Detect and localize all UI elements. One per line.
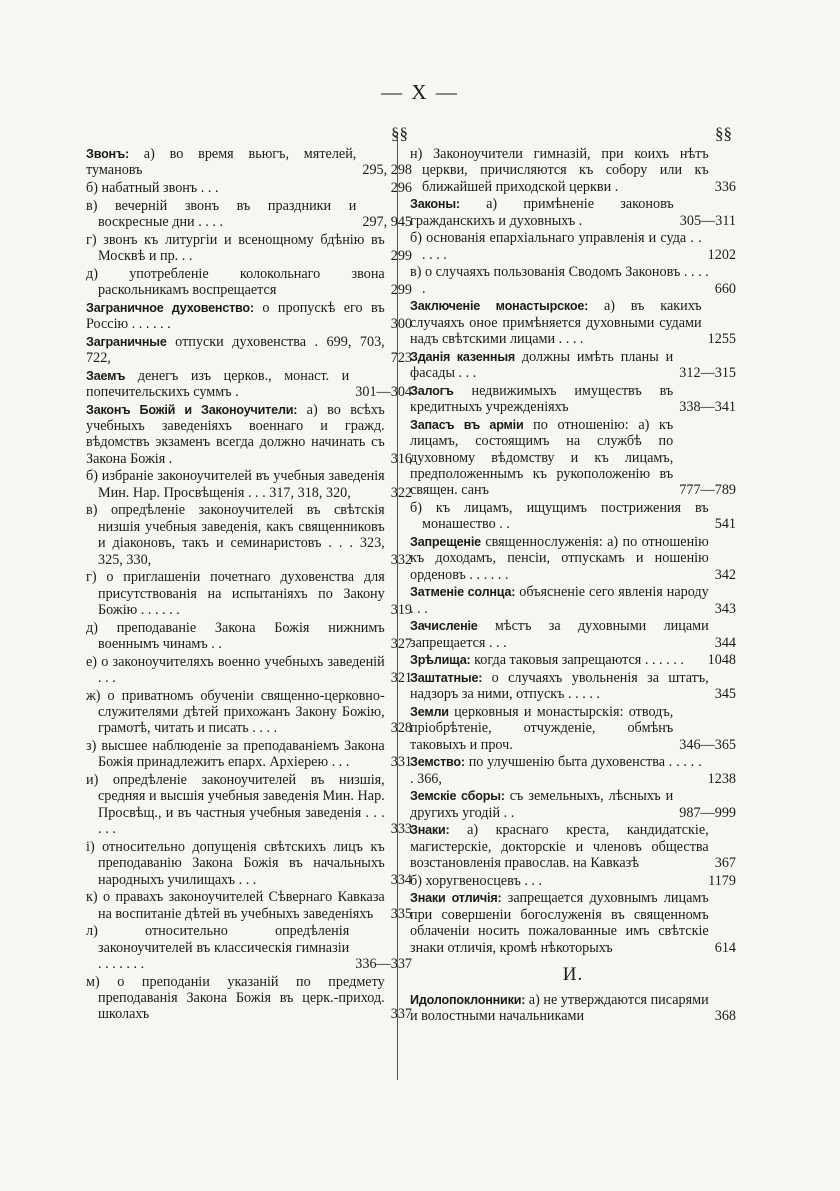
page-header: — X — bbox=[381, 80, 459, 104]
entry-description: б) основанія епархіальнаго управленія и суда . . . . . . bbox=[410, 230, 702, 263]
entry-description: а) во время вьюгъ, мятелей, тумановъ bbox=[86, 146, 357, 179]
entry-description: по отношенію: а) къ лицамъ, состоящимъ на службѣ по духовному вѣдомству и къ лицамъ, предположеннымъ къ рукоположенію въ священ. санъ bbox=[410, 416, 674, 499]
entry-section-number: 300 bbox=[390, 316, 412, 332]
entry-description: в) вечерній звонъ въ праздники и воскресные дни . . . . bbox=[86, 197, 357, 230]
entry-headword: Затменіе солнца: bbox=[410, 585, 516, 600]
entry-headword: Заграничные bbox=[86, 334, 167, 349]
index-entry bbox=[86, 232, 412, 265]
left-column bbox=[86, 122, 412, 1024]
entry-text bbox=[410, 500, 709, 533]
entry-section-number: 614 bbox=[714, 939, 736, 956]
entry-description: и) опредѣленіе законоучителей въ низшія, средняя и высшія учебныя заведенія Мин. Нар. Просвѣщ., и въ частныя учебныя заведенія . . . . . . bbox=[86, 772, 385, 838]
entry-headword: Заштатные: bbox=[410, 671, 483, 686]
entry-text bbox=[410, 754, 702, 787]
index-entry bbox=[410, 754, 736, 787]
entry-description: д) употребленіе колокольнаго звона раскольникамъ воспрещается bbox=[86, 265, 385, 298]
index-entry bbox=[86, 198, 412, 231]
entry-description: мѣстъ за духовными лицами запрещается . . . bbox=[410, 618, 709, 651]
entry-text bbox=[86, 231, 385, 265]
index-entry bbox=[410, 788, 736, 821]
index-entry bbox=[86, 402, 412, 468]
entry-text bbox=[410, 146, 709, 195]
entry-section-number: 322 bbox=[390, 484, 412, 501]
entry-headword: Земскіе сборы: bbox=[410, 789, 505, 804]
entry-description: д) преподаваніе Закона Божія нижнимъ военнымъ чинамъ . . bbox=[86, 619, 385, 653]
entry-text bbox=[410, 618, 709, 651]
entry-headword: Идолопоклонники: bbox=[410, 993, 526, 1008]
entry-text bbox=[86, 569, 385, 619]
entry-description: денегъ изъ церков., монаст. и попечительскихъ суммъ . bbox=[86, 367, 350, 400]
entry-headword: Знаки: bbox=[410, 823, 450, 838]
index-entry bbox=[86, 300, 412, 333]
entry-headword: Зачисленіе bbox=[410, 619, 478, 634]
entry-section-number: 295, 298 bbox=[362, 162, 412, 179]
entry-section-number: 321 bbox=[390, 670, 412, 687]
index-entry bbox=[410, 534, 736, 583]
index-entry bbox=[410, 349, 736, 382]
index-entry bbox=[86, 468, 412, 501]
entry-description: должны имѣть планы и фасады . . . bbox=[410, 348, 674, 382]
entry-text bbox=[86, 402, 385, 468]
entry-section-number: 987—999 bbox=[679, 804, 736, 821]
entry-text bbox=[86, 146, 356, 179]
index-entry bbox=[86, 654, 412, 687]
entry-section-number: 344 bbox=[714, 634, 736, 651]
entry-text bbox=[410, 230, 702, 263]
entry-text bbox=[86, 180, 385, 196]
entry-description: л) относительно опредѣленія законоучителей въ классическія гимназіи . . . . . . . bbox=[86, 923, 350, 973]
entry-description: о пропускѣ его въ Россію . . . . . . bbox=[86, 299, 385, 332]
entry-section-number: 299 bbox=[390, 282, 412, 298]
entry-section-number: 316 bbox=[390, 450, 412, 467]
entry-text bbox=[410, 704, 673, 753]
index-entry bbox=[410, 618, 736, 651]
entry-text bbox=[410, 992, 709, 1025]
index-entry bbox=[410, 146, 736, 195]
entry-description: а) во всѣхъ учебныхъ заведеніяхъ военнаго и гражд. вѣдомствъ экзаменъ всегда должно начинать съ Закона Божія . bbox=[86, 401, 385, 467]
index-entry bbox=[86, 889, 412, 922]
index-entry bbox=[86, 146, 412, 179]
entry-text bbox=[86, 653, 385, 687]
entry-description: б) набатный звонъ . . . bbox=[86, 180, 219, 196]
entry-section-number: 331 bbox=[390, 754, 412, 771]
index-entry bbox=[410, 500, 736, 533]
index-entry bbox=[410, 670, 736, 703]
entry-description: съ земельныхъ, лѣсныхъ и другихъ угодій . . bbox=[410, 788, 674, 821]
entry-section-number: 1179 bbox=[708, 872, 736, 889]
entry-description: г) о приглашеніи почетнаго духовенства для присутствованія на испытаніяхъ по Закону Божію . . . . . . bbox=[86, 569, 385, 619]
entry-section-number: 337 bbox=[390, 1006, 412, 1023]
entry-section-number: 1202 bbox=[707, 246, 736, 263]
entry-section-number: 305—311 bbox=[679, 212, 736, 229]
entry-section-number: 1238 bbox=[707, 770, 736, 787]
index-entry bbox=[410, 196, 736, 229]
entry-text bbox=[410, 534, 709, 583]
index-entry bbox=[410, 417, 736, 499]
entry-text bbox=[410, 788, 673, 821]
entry-description: г) звонъ къ литургіи и всенощному бдѣнію въ Москвѣ и пр. . . bbox=[86, 231, 385, 264]
entry-text bbox=[410, 298, 702, 347]
entry-section-number: 342 bbox=[714, 566, 736, 583]
entry-text bbox=[86, 738, 385, 771]
entry-text bbox=[86, 334, 385, 367]
index-entry bbox=[86, 620, 412, 653]
entry-description: б) къ лицамъ, ищущимъ пострижения въ монашество . . bbox=[410, 500, 709, 533]
index-entry bbox=[86, 334, 412, 367]
entry-section-number: 777—789 bbox=[679, 482, 736, 499]
entry-description: е) о законоучителяхъ военно учебныхъ заведеній . . . bbox=[86, 653, 385, 687]
entry-section-number: 1048 bbox=[707, 652, 736, 669]
index-entry bbox=[410, 704, 736, 753]
entry-description: недвижимыхъ имуществъ въ кредитныхъ учрежденіяхъ bbox=[410, 382, 674, 416]
index-entry bbox=[86, 688, 412, 737]
entry-section-number: 334 bbox=[390, 871, 412, 888]
index-entry bbox=[410, 822, 736, 871]
entry-section-number: 346—365 bbox=[679, 736, 736, 753]
entry-headword: Запрещеніе bbox=[410, 535, 481, 550]
entry-headword: Залогъ bbox=[410, 383, 454, 398]
entry-headword: Законы: bbox=[410, 197, 460, 212]
entry-description: а) въ какихъ случаяхъ оное примѣняется духовными судами надъ свѣтскими лицами . . . . bbox=[410, 298, 702, 348]
entry-description: когда таковыя запрещаются . . . . . . bbox=[470, 652, 684, 669]
entry-description: священнослуженія: а) по отношенію къ доходамъ, пенсіи, отпускамъ и ношенію орденовъ . . . . . . bbox=[410, 534, 709, 583]
entry-section-number: 723 bbox=[390, 350, 412, 366]
entry-text bbox=[410, 822, 709, 871]
entry-text bbox=[86, 973, 385, 1023]
entry-description: ж) о приватномъ обученіи священно-церковно-служителями дѣтей прихожанъ Закону Божію, грамотѣ, читать и писать . . . . bbox=[86, 687, 385, 737]
entry-description: запрещается духовнымъ лицамъ при совершеніи богослуженія въ священномъ облаченіи носить пожалованные имъ свѣтскіе знаки отличія, кромѣ нѣкоторыхъ bbox=[410, 890, 709, 956]
entry-text bbox=[410, 890, 709, 956]
entry-section-number: 336 bbox=[714, 178, 736, 195]
entry-section-number: 333 bbox=[390, 821, 412, 838]
index-entry bbox=[410, 230, 736, 263]
entry-section-number: 296 bbox=[390, 180, 412, 196]
entry-text bbox=[86, 889, 385, 922]
entry-text bbox=[86, 197, 357, 231]
index-entry bbox=[410, 584, 736, 617]
index-entry bbox=[410, 264, 736, 297]
index-entry bbox=[410, 992, 736, 1025]
entry-headword: Запасъ въ арміи bbox=[410, 417, 524, 432]
entry-description: і) относительно допущенія свѣтскихъ лицъ къ преподаванію Закона Божія въ начальныхъ народныхъ училищахъ . . . bbox=[86, 838, 385, 888]
section-mark: §§ bbox=[391, 124, 408, 143]
entry-section-number: 660 bbox=[714, 280, 736, 297]
entry-text bbox=[86, 468, 385, 501]
entry-headword: Земство: bbox=[410, 755, 465, 770]
entry-text bbox=[86, 265, 385, 299]
entry-section-number: 338—341 bbox=[679, 399, 736, 416]
entry-description: а) примѣненіе законовъ гражданскихъ и духовныхъ . bbox=[410, 196, 674, 229]
entry-text bbox=[410, 196, 674, 229]
entry-section-number: 312—315 bbox=[679, 365, 736, 382]
entry-text bbox=[86, 838, 385, 888]
entry-description: к) о правахъ законоучителей Сѣвернаго Кавказа на воспитаніе дѣтей въ учебныхъ заведеніяхъ bbox=[86, 889, 385, 922]
entry-section-number: 328 bbox=[390, 720, 412, 737]
entry-section-number: 541 bbox=[714, 516, 736, 533]
entry-text bbox=[86, 502, 385, 568]
entry-description: а) краснаго креста, кандидатскіе, магистерскіе, докторскіе и членовъ общества возстановленія православ. на Кавказѣ bbox=[410, 822, 709, 872]
index-entry bbox=[86, 974, 412, 1023]
entry-text bbox=[410, 872, 702, 889]
index-entry bbox=[410, 298, 736, 347]
entry-description: а) не утверждаются писарями и волостными начальниками bbox=[410, 992, 709, 1025]
entry-text bbox=[410, 264, 709, 297]
entry-text bbox=[86, 923, 350, 973]
entry-headword: Заемъ bbox=[86, 368, 126, 383]
section-mark: §§ bbox=[715, 124, 732, 143]
entry-description: м) о преподаніи указаній по предмету преподаванія Закона Божія въ церк.-приход. школахъ bbox=[86, 973, 385, 1023]
section-letter: И. bbox=[562, 964, 584, 986]
entry-section-number: 367 bbox=[714, 855, 736, 872]
entry-description: б) хоругвеносцевъ . . . bbox=[410, 872, 543, 889]
index-entry bbox=[86, 839, 412, 888]
entry-headword: Заграничное духовенство: bbox=[86, 300, 254, 315]
entry-section-number: 1255 bbox=[707, 331, 736, 348]
index-entry bbox=[410, 383, 736, 416]
entry-description: в) о случаяхъ пользованія Сводомъ Законовъ . . . . . bbox=[410, 264, 709, 297]
entry-headword: Заключеніе монастырское: bbox=[410, 299, 589, 314]
index-entry bbox=[86, 738, 412, 771]
index-entry bbox=[86, 266, 412, 299]
index-entry bbox=[86, 569, 412, 618]
entry-section-number: 336—337 bbox=[355, 956, 412, 973]
entry-text bbox=[86, 619, 385, 653]
entry-headword: Зданія казенныя bbox=[410, 349, 516, 364]
entry-description: о случаяхъ увольненія за штатъ, надзоръ за ними, отпускъ . . . . . bbox=[410, 670, 709, 703]
entry-text bbox=[86, 300, 385, 333]
entry-text bbox=[410, 349, 673, 382]
index-entry bbox=[410, 890, 736, 956]
entry-section-number: 368 bbox=[714, 1008, 736, 1025]
entry-section-number: 345 bbox=[714, 686, 736, 703]
entry-text bbox=[410, 652, 702, 668]
index-entry bbox=[86, 368, 412, 401]
entry-text bbox=[410, 383, 673, 416]
entry-text bbox=[86, 687, 385, 737]
entry-headword: Зрѣлища: bbox=[410, 653, 471, 668]
left-entries bbox=[86, 146, 412, 1023]
entry-section-number: 332 bbox=[390, 551, 412, 568]
column-divider bbox=[397, 135, 398, 1080]
entry-section-number: 327 bbox=[390, 636, 412, 653]
right-entries bbox=[410, 146, 736, 1025]
entry-description: церковныя и монастырскія: отводъ, пріобрѣтеніе, отчужденіе, обмѣнъ таковыхъ и проч. bbox=[410, 704, 674, 753]
entry-description: объясненіе сего явленія народу . . . bbox=[410, 584, 709, 617]
index-entry bbox=[86, 923, 412, 972]
entry-headword: Законъ Божій и Законоучители: bbox=[86, 402, 298, 417]
entry-section-number: 343 bbox=[714, 600, 736, 617]
entry-headword: Знаки отличія: bbox=[410, 891, 502, 906]
index-entry bbox=[86, 772, 412, 838]
entry-text bbox=[86, 368, 349, 401]
index-entry bbox=[86, 502, 412, 568]
entry-section-number: 319 bbox=[390, 602, 412, 619]
entry-description: по улучшенію быта духовенства . . . . . . 366, bbox=[410, 754, 702, 787]
index-entry bbox=[410, 873, 736, 889]
entry-text bbox=[410, 584, 709, 617]
entry-section-number: 297, 945 bbox=[362, 214, 412, 230]
entry-description: з) высшее наблюденіе за преподаваніемъ Закона Божія принадлежитъ епарх. Архіерею . . . bbox=[86, 738, 385, 771]
entry-description: отпуски духовенства . 699, 703, 722, bbox=[86, 333, 385, 366]
entry-description: б) избраніе законоучителей въ учебныя заведенія Мин. Нар. Просвѣщенія . . . 317, 318, 320, bbox=[86, 468, 385, 501]
entry-headword: Земли bbox=[410, 705, 449, 720]
entry-section-number: 335 bbox=[390, 905, 412, 922]
entry-text bbox=[410, 417, 673, 499]
entry-description: н) Законоучители гимназій, при коихъ нѣтъ церкви, причисляются къ собору или къ ближайшей приходской церкви . bbox=[410, 146, 709, 195]
entry-description: в) опредѣленіе законоучителей въ свѣтскія низшія учебныя заведенія, какъ священниковъ и діаконовъ, такъ и семинаристовъ . . . 323, 325, 330, bbox=[86, 502, 385, 568]
index-entry bbox=[410, 652, 736, 668]
entry-headword: Звонъ: bbox=[86, 147, 129, 161]
entry-section-number: 299 bbox=[390, 248, 412, 264]
right-column bbox=[410, 122, 736, 1026]
entry-text bbox=[410, 670, 709, 703]
entry-section-number: 301—304 bbox=[355, 384, 412, 400]
entry-text bbox=[86, 772, 385, 838]
index-entry bbox=[86, 180, 412, 196]
